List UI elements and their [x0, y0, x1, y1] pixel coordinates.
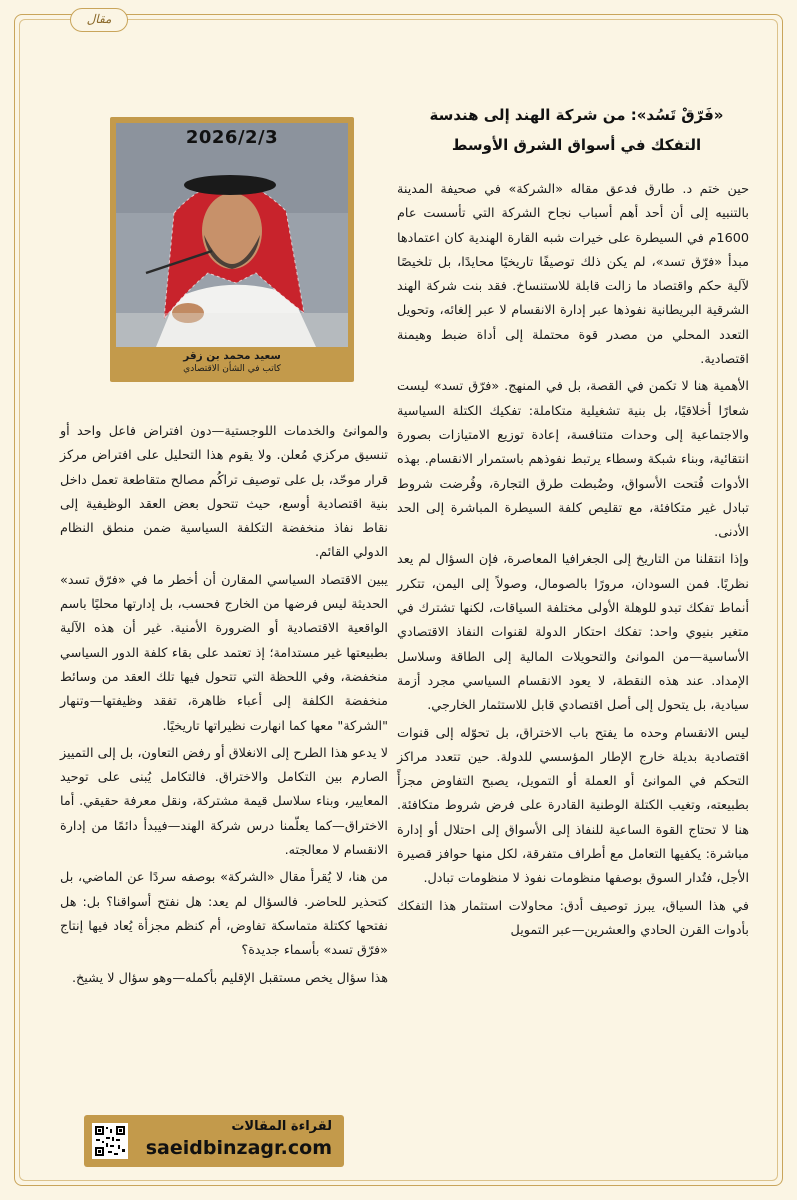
- author-portrait: [116, 123, 348, 347]
- right-column: [397, 178, 749, 946]
- author-caption: [110, 349, 354, 376]
- paragraph: وإذا انتقلنا من التاريخ إلى الجغرافيا المعاصرة، فإن السؤال لم يعد نظريًا. فمن السودان، مرورًا بالصومال، وصولاً إلى اليمن، تتكرر أنماط تفكك تبدو للوهلة الأولى مختلفة السياقات، لكنها تشترك في متغير بنيوي واحد: تفكك احتكار الدولة لقنوات النفاذ الاقتصادي الأساسية—من الموانئ والتحويلات المالية إلى الطاقة وسلاسل الإمداد. عند هذه النقطة، لا يعود الانقسام السياسي مجرد أزمة سيادية، بل يتحول إلى أصل اقتصادي قابل للاستثمار الخارجي.: [397, 552, 749, 714]
- article-date: 2026/2/3: [185, 127, 279, 148]
- paragraph: والموانئ والخدمات اللوجستية—دون افتراض فاعل واحد أو تنسيق مركزي مُعلن. ولا يقوم هذا التحليل على افتراض مركز قرار موحّد، بل على توصيف تراكُم مصالح متقاطعة تعمل داخل بنية اقتصادية أوسع، حيث تتحول بعض العقد الوظيفية إلى نقاط نفاذ منخفضة التكلفة السياسية ضمن منطق النظام الدولي القائم.: [60, 424, 388, 561]
- author-photo: [116, 123, 348, 347]
- paragraph: هذا سؤال يخص مستقبل الإقليم بأكمله—وهو سؤال لا يشيخ.: [71, 970, 388, 986]
- article-title: «فَرّقْ تَسُد»: من شركة الهند إلى هندسة التفكك في أسواق الشرق الأوسط: [429, 106, 724, 154]
- section-tag: مقال: [70, 8, 128, 32]
- paragraph: لا يدعو هذا الطرح إلى الانغلاق أو رفض التعاون، بل إلى التمييز الصارم بين التكامل والاختراق. فالتكامل يُبنى على توحيد المعايير، وبناء سلاسل قيمة مشتركة، ونقل معرفة حقيقي. أما الاختراق—كما يعلّمنا درس شركة الهند—فيبدأ دائمًا من إدارة الانقسام لا معالجته.: [60, 745, 388, 859]
- paragraph: ليس الانقسام وحده ما يفتح باب الاختراق، بل تحوّله إلى قنوات اقتصادية بديلة خارج الإطار المؤسسي للدولة. حين تتعدد مراكز التحكم في الموانئ أو العملة أو التمويل، يصبح التفاوض مجزأً بطبيعته، وتغيب الكتلة الوطنية القادرة على فرض شروط متكافئة. هنا لا تحتاج القوة الساعية للنفاذ إلى الأسواق إلى احتلال أو إدارة مباشرة: يكفيها التعامل مع أطراف متفرقة، لكل منها حوافز قصيرة الأجل، فتُدار السوق بوصفها منظومات نفوذ لا منظومات تبادل.: [397, 725, 749, 887]
- paragraph: من هنا، لا يُقرأ مقال «الشركة» بوصفه سردًا عن الماضي، بل كتحذير للحاضر. فالسؤال لم يعد: هل نفتح أسواقنا؟ بل: هل نفتحها ككتلة متماسكة تفاوض، أم كنظم مجزأة يُعاد فيها إنتاج «فرّق تسد» بأسماء جديدة؟: [60, 870, 388, 959]
- left-column: [60, 420, 388, 994]
- paragraph: في هذا السياق، يبرز توصيف أدق: محاولات استثمار هذا التفكك بأدوات القرن الحادي والعشرين—عبر التمويل: [397, 898, 749, 938]
- author-name: سعيد محمد بن زقر: [183, 350, 281, 362]
- author-card: [110, 117, 354, 382]
- paragraph: الأهمية هنا لا تكمن في القصة، بل في المنهج. «فرّق تسد» ليست شعارًا أخلاقيًا، بل بنية تشغيلية متكاملة: تفكيك الكتلة السياسية والاجتماعية إلى وحدات متنافسة، إعادة توزيع الامتيازات بصورة انتقائية، وبناء شبكة وسطاء يرتبط نفوذهم باستمرار الانقسام. بهذه الأدوات فُتحت الأسواق، وضُبطت طرق التجارة، وفُرضت شروط تبادل غير متكافئة، مع تقليص كلفة السيطرة المباشرة إلى الحد الأدنى.: [397, 379, 749, 541]
- website-link[interactable]: saeidbinzagr.com: [145, 1137, 332, 1159]
- footer-banner[interactable]: [84, 1115, 344, 1167]
- paragraph: حين ختم د. طارق فدعق مقاله «الشركة» في صحيفة المدينة بالتنبيه إلى أن أحد أهم أسباب نجاح الشركة التي تأسست عام 1600م في السيطرة على خيرات شبه القارة الهندية كان اعتمادها مبدأ «فرّق تسد»، لم يكن ذلك توصيفًا تاريخيًا محايدًا، بل تلخيصًا لآلية حكم واقتصاد ما زالت قابلة للاستنساخ. فقد بنت شركة الهند الشرقية البريطانية نفوذها عبر إدارة الانقسام لا عبر إلغائه، وتحويل التعدد المحلي من مصدر قوة محتملة إلى أداة ضبط وهيمنة اقتصادية.: [397, 182, 749, 368]
- qr-code-icon[interactable]: [92, 1123, 128, 1159]
- footer-label: لقراءة المقالات: [231, 1119, 332, 1134]
- author-role: كاتب في الشأن الاقتصادي: [183, 364, 281, 374]
- paragraph: يبين الاقتصاد السياسي المقارن أن أخطر ما في «فرّق تسد» الحديثة ليس فرضها من الخارج فحسب، بل إدارتها محليًا باسم الواقعية الاقتصادية أو الضرورة الأمنية. غير أن هذه الآلية بطبيعتها غير مستدامة؛ إذ تعتمد على بقاء كلفة الدور السياسي منخفضة، وفي اللحظة التي تتحول فيها تلك العقد من وسائط منخفضة الكلفة إلى أعباء ظاهرة، تفقد وظيفتها—وتنهار "الشركة" معها كما انهارت نظيراتها تاريخيًا.: [60, 572, 388, 734]
